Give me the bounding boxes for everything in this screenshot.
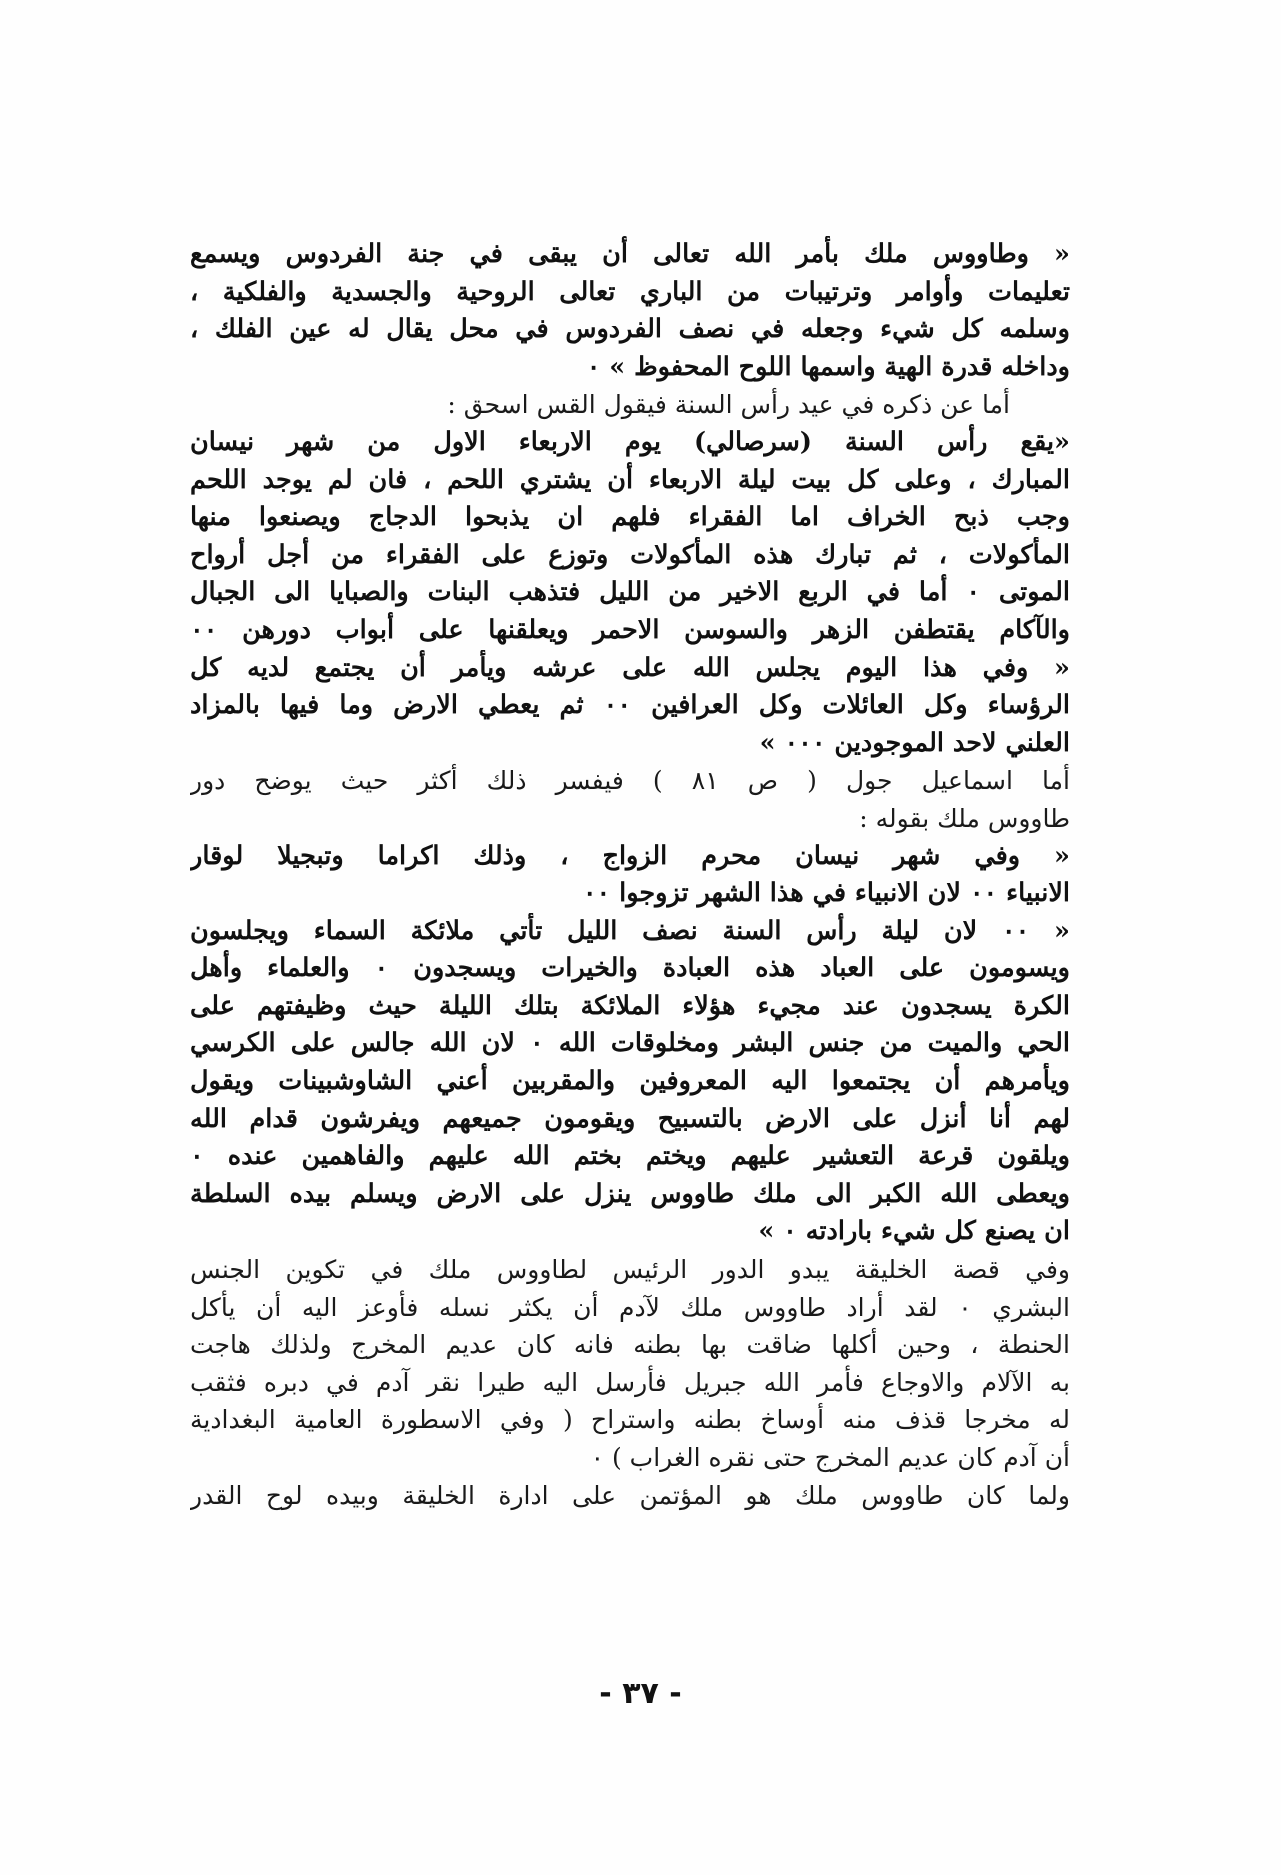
text-line: المبارك ، وعلى كل بيت ليلة الاربعاء أن يشتري اللحم ، فان لم يوجد اللحم — [190, 464, 1070, 495]
text-line: ويلقون قرعة التعشير عليهم ويختم بختم الله عليهم والفاهمين عنده ٠ — [190, 1141, 1070, 1172]
text-line: الكرة يسجدون عند مجيء هؤلاء الملائكة بتلك الليلة حيث وظيفتهم على — [190, 990, 1070, 1021]
text-line: « وفي هذا اليوم يجلس الله على عرشه ويأمر أن يجتمع لديه كل — [190, 652, 1070, 683]
text-line: «يقع رأس السنة (سرصالي) يوم الاربعاء الاول من شهر نيسان — [190, 426, 1070, 457]
text-line: الانبياء ٠٠ لان الانبياء في هذا الشهر تزوجوا ٠٠ — [582, 878, 1070, 909]
text-line: أما اسماعيل جول ( ص ٨١ ) فيفسر ذلك أكثر حيث يوضح دور — [190, 766, 1070, 796]
quote-paragraph-3 — [190, 650, 1070, 763]
text-line: ولما كان طاووس ملك هو المؤتمن على ادارة الخليقة وبيده لوح القدر — [190, 1480, 1070, 1510]
text-line: « ٠٠ لان ليلة رأس السنة نصف الليل تأتي ملائكة السماء ويجلسون — [190, 915, 1070, 946]
quote-paragraph-4 — [190, 838, 1070, 913]
quote-paragraph-2 — [190, 424, 1070, 650]
text-line: أن آدم كان عديم المخرج حتى نقره الغراب ) ٠ — [590, 1443, 1070, 1472]
text-line: ويأمرهم أن يجتمعوا اليه المعروفين والمقربين أعني الشاوشبينات ويقول — [190, 1066, 1070, 1097]
text-line: والآكام يقتطفن الزهر والسوسن الاحمر ويعلقنها على أبواب دورهن ٠٠ — [190, 614, 1070, 645]
quote-paragraph-1 — [190, 236, 1070, 386]
text-line: « وفي شهر نيسان محرم الزواج ، وذلك اكراما وتبجيلا لوقار — [190, 840, 1070, 871]
text-line: له مخرجا قذف منه أوساخ بطنه واستراح ( وفي الاسطورة العامية البغدادية — [190, 1405, 1070, 1435]
page-number: - ٣٧ - — [599, 1676, 682, 1711]
text-line: لهم أنا أنزل على الارض بالتسبيح ويقومون جميعهم ويفرشون قدام الله — [190, 1103, 1070, 1134]
text-line: وفي قصة الخليقة يبدو الدور الرئيس لطاووس ملك في تكوين الجنس — [190, 1255, 1070, 1285]
text-line: وسلمه كل شيء وجعله في نصف الفردوس في محل يقال له عين الفلك ، — [190, 314, 1070, 345]
text-line: طاووس ملك بقوله : — [859, 803, 1070, 833]
text-line: وجب ذبح الخراف اما الفقراء فلهم ان يذبحوا الدجاج ويصنعوا منها — [190, 502, 1070, 533]
text-line: الحنطة ، وحين أكلها ضاقت بها بطنه فانه كان عديم المخرج ولذلك هاجت — [190, 1330, 1070, 1360]
text-line: الحي والميت من جنس البشر ومخلوقات الله ٠ لان الله جالس على الكرسي — [190, 1028, 1070, 1059]
text-line: وداخله قدرة الهية واسمها اللوح المحفوظ » ٠ — [586, 351, 1070, 382]
body-paragraph-1 — [190, 386, 1070, 424]
text-column — [190, 236, 1070, 1514]
body-paragraph-3 — [190, 1251, 1070, 1514]
text-line: ويسومون على العباد هذه العبادة والخيرات ويسجدون ٠ والعلماء وأهل — [190, 953, 1070, 984]
text-line: الموتى ٠ أما في الربع الاخير من الليل فتذهب البنات والصبايا الى الجبال — [190, 577, 1070, 608]
text-line: تعليمات وأوامر وترتيبات من الباري تعالى الروحية والجسدية والفلكية ، — [190, 276, 1070, 307]
text-line: ان يصنع كل شيء بارادته ٠ » — [758, 1216, 1070, 1247]
quote-paragraph-5 — [190, 913, 1070, 1251]
text-line: أما عن ذكره في عيد رأس السنة فيقول القس اسحق : — [447, 390, 1010, 420]
body-paragraph-2 — [190, 762, 1070, 837]
text-line: الرؤساء وكل العائلات وكل العرافين ٠٠ ثم يعطي الارض وما فيها بالمزاد — [190, 690, 1070, 721]
text-line: « وطاووس ملك بأمر الله تعالى أن يبقى في جنة الفردوس ويسمع — [190, 239, 1070, 269]
text-line: المأكولات ، ثم تبارك هذه المأكولات وتوزع على الفقراء من أجل أرواح — [190, 539, 1070, 570]
text-line: البشري ٠ لقد أراد طاووس ملك لآدم أن يكثر نسله فأوعز اليه أن يأكل — [190, 1292, 1070, 1322]
text-line: به الآلام والاوجاع فأمر الله جبريل فأرسل اليه طيرا نقر آدم في دبره فثقب — [190, 1367, 1070, 1397]
text-line: ويعطى الله الكبر الى ملك طاووس ينزل على الارض ويسلم بيده السلطة — [190, 1178, 1070, 1209]
text-line: العلني لاحد الموجودين ٠٠٠ » — [759, 727, 1070, 758]
